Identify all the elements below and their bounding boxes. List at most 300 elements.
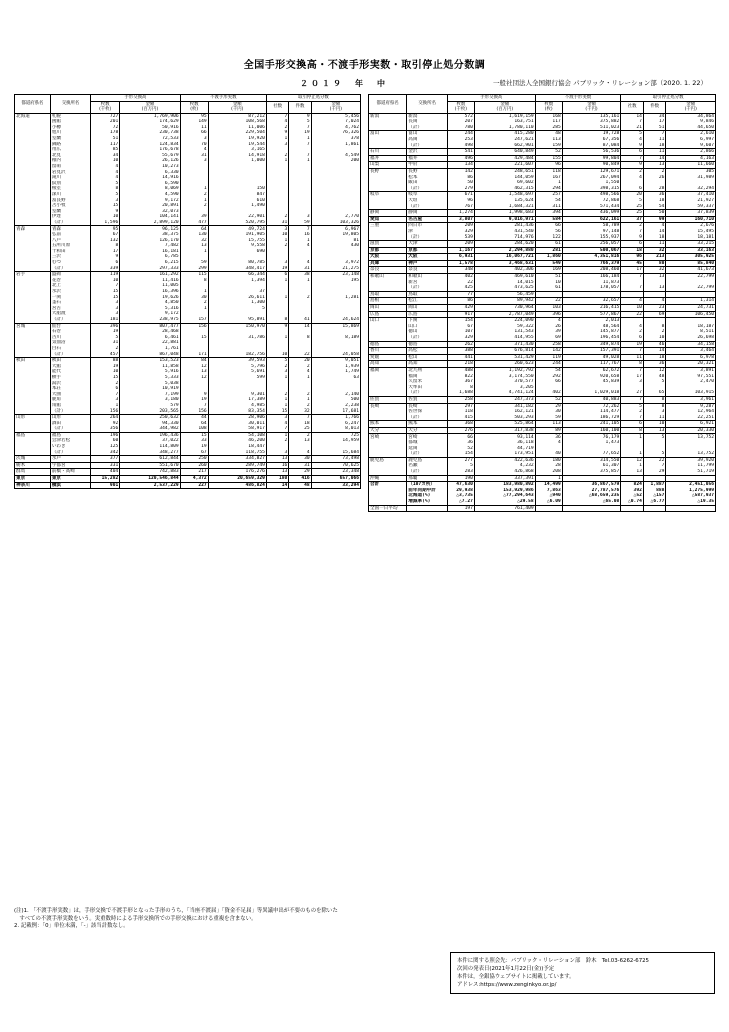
city-cell: 札幌 [50, 113, 90, 119]
value-cell: 88 [91, 358, 120, 364]
value-cell: 572 [447, 113, 474, 119]
value-cell: 171 [180, 352, 208, 358]
value-cell: 10 [91, 214, 120, 220]
city-cell: （計） [407, 390, 448, 396]
value-cell: 1 [266, 278, 288, 284]
value-cell: 3 [91, 397, 120, 403]
value-cell: 8 [289, 335, 311, 341]
value-cell: 520,795 [208, 220, 266, 226]
value-cell: 1 [180, 289, 208, 295]
value-cell: 5,038 [120, 381, 180, 387]
pref-cell: 鳥取 [369, 291, 407, 298]
value-cell: 258 [535, 341, 562, 348]
value-cell: 2,770 [311, 214, 360, 220]
clearing-header: 手形交換高 [447, 95, 535, 102]
value-cell: 1,548,697 [474, 192, 535, 198]
value-cell: 430 [311, 243, 360, 249]
value-cell: 173,951 [474, 451, 535, 457]
city-cell: 函館 [50, 119, 90, 125]
value-cell: 196,454 [562, 335, 621, 341]
value-cell: 469,610 [474, 274, 535, 280]
pref-cell: 宮崎 [369, 434, 407, 440]
value-cell: 106,450 [666, 311, 716, 318]
value-cell: 12 [180, 364, 208, 370]
city-cell: （計） [407, 125, 448, 131]
value-cell: 7 [621, 119, 644, 125]
value-cell: 54 [535, 367, 562, 373]
value-cell: 131,543 [474, 329, 535, 335]
value-cell: 297,333 [120, 266, 180, 272]
city-cell: 新宮 [407, 280, 448, 286]
table-row [369, 149, 716, 156]
value-cell: 22 [289, 352, 311, 358]
value-cell: 1,275,999 [666, 488, 716, 494]
value-cell: 16 [266, 462, 288, 469]
value-cell: 8 [180, 278, 208, 284]
value-cell: 690 [208, 249, 266, 255]
value-cell: 14,499 [535, 482, 562, 488]
table-row [369, 162, 716, 169]
value-cell: 38,375 [120, 232, 180, 238]
value-cell: 89,942 [474, 298, 535, 305]
value-cell: 13,752 [666, 451, 716, 457]
value-cell: 577,867 [562, 311, 621, 318]
value-cell: 59 [289, 220, 311, 226]
city-cell: 秋田 [50, 358, 90, 364]
value-cell: 10,919 [120, 386, 180, 392]
city-cell: 広島 [407, 311, 448, 318]
value-cell: 52 [535, 149, 562, 156]
value-cell: 349,874 [562, 341, 621, 348]
city-cell: 仙台 [50, 323, 90, 329]
value-cell: 4 [180, 147, 208, 153]
city-cell: （計） [407, 415, 448, 421]
pref-cell: 島根 [369, 298, 407, 305]
city-cell: 奈良 [407, 267, 448, 274]
city-cell: 水沢 [50, 289, 90, 295]
value-cell: 36 [535, 434, 562, 440]
pref-cell: 長崎 [369, 403, 407, 409]
value-cell: 85 [91, 147, 120, 153]
value-cell: 7 [91, 392, 120, 398]
value-cell: 1 [621, 434, 644, 440]
value-cell: 33,215 [666, 241, 716, 248]
value-cell [621, 505, 644, 512]
value-cell: 15,495 [666, 229, 716, 235]
value-cell: 124,834 [120, 142, 180, 148]
value-cell: 2,470 [666, 379, 716, 385]
city-cell: 八戸 [50, 238, 90, 244]
value-cell: 54 [643, 204, 666, 210]
value-cell: 23,348 [311, 469, 360, 476]
pref-cell: 岡山 [369, 305, 407, 312]
value-cell: 90,849 [562, 162, 621, 169]
pref-cell: 愛知 [369, 216, 407, 223]
value-cell: 49,028 [562, 354, 621, 361]
value-cell: 277 [447, 457, 474, 463]
value-cell: 402,306 [474, 267, 535, 274]
value-cell: △19.35 [666, 499, 716, 505]
value-cell: 258 [447, 396, 474, 403]
pref-cell: 鹿児島 [369, 457, 407, 463]
city-cell: いわき [50, 444, 90, 450]
value-cell: 31 [180, 153, 208, 159]
value-cell: 3 [266, 415, 288, 421]
value-cell: 888 [643, 488, 666, 494]
value-cell: 34,864 [666, 113, 716, 119]
value-cell: 3,165 [208, 147, 266, 153]
value-cell: 264 [91, 415, 120, 421]
value-cell: 766,379 [562, 260, 621, 267]
city-cell: （計） [50, 220, 90, 226]
value-cell: 197 [447, 505, 474, 512]
city-cell: 水戸 [50, 456, 90, 463]
value-cell: 6,921 [666, 421, 716, 428]
city-cell: 鹿児島 [407, 457, 448, 463]
value-cell: 87,212 [208, 113, 266, 119]
value-cell: 2 [266, 438, 288, 444]
value-cell: 29 [643, 469, 666, 475]
value-cell: 2 [289, 403, 311, 409]
value-cell: 3 [266, 226, 288, 232]
value-cell: 13 [180, 243, 208, 249]
value-cell: 39 [535, 329, 562, 335]
value-cell: 11 [643, 241, 666, 248]
value-cell: 1 [266, 238, 288, 244]
city-cell: （計） [50, 450, 90, 456]
table-row [15, 462, 361, 469]
city-cell: 根室 [50, 186, 90, 192]
contact-line: 本件に関する照会先：パブリック・リレーション部 鈴木 Tel.03-6262-6725 [457, 958, 649, 964]
value-cell: 38 [289, 272, 311, 278]
value-cell: 3,807 [447, 216, 474, 223]
city-cell: （計） [50, 426, 90, 432]
value-cell: 283 [447, 469, 474, 475]
value-cell: 60 [91, 438, 120, 444]
value-cell: 134 [447, 162, 474, 169]
left-table [14, 94, 361, 489]
table-row [369, 396, 716, 403]
city-cell: 北海道(%) [407, 493, 448, 499]
footnote-line: (注)1. 「不渡手形実数」は，手形交換で不渡手形となった手形のうち，「当座不渡届」「資金不足届」等異議申出が不要のものを除いた [14, 908, 338, 914]
city-cell: 熊本 [407, 421, 448, 428]
value-cell: 13 [643, 285, 666, 291]
value-cell: 207 [447, 119, 474, 125]
value-cell: 4 [91, 164, 120, 170]
value-cell: 8 [91, 186, 120, 192]
city-cell: 大分 [407, 427, 448, 434]
value-cell: 58,917 [208, 426, 266, 432]
value-cell: 305 [666, 168, 716, 174]
city-cell: 松山 [407, 354, 448, 361]
value-cell: 431,540 [474, 229, 535, 235]
pref-header: 都道府県名 [369, 95, 407, 114]
city-cell: （計） [407, 469, 448, 475]
year-label: ２０１９ 年 中 [300, 79, 388, 88]
value-cell: 1,688 [447, 390, 474, 396]
value-cell: 824 [621, 482, 644, 488]
city-cell: 久留米 [407, 379, 448, 385]
value-cell: 44,650 [666, 125, 716, 131]
value-cell: 45,839 [562, 379, 621, 385]
value-cell: 17 [643, 119, 666, 125]
value-cell: 780 [447, 125, 474, 131]
value-cell: △52 [621, 493, 644, 499]
susp-banks-header: 社数 [621, 101, 644, 113]
city-cell: （計） [407, 204, 448, 210]
value-cell: 1 [266, 335, 288, 341]
value-cell: 221,607 [474, 162, 535, 169]
value-cell: △65.08 [562, 499, 621, 505]
pref-cell: 佐賀 [369, 396, 407, 403]
value-cell: 1,167 [447, 247, 474, 254]
value-cell [535, 291, 562, 298]
table-row [369, 267, 716, 274]
value-cell: 56,536 [562, 149, 621, 156]
value-cell: 14 [643, 155, 666, 162]
value-cell: 176,678 [120, 147, 180, 153]
city-cell: 滝川 [50, 175, 90, 181]
value-cell: 26 [643, 175, 666, 181]
value-cell: 662,901 [474, 143, 535, 149]
value-cell: 257 [535, 192, 562, 198]
value-cell: 115 [180, 272, 208, 278]
value-cell: 61,307 [562, 463, 621, 469]
value-cell: 28 [535, 463, 562, 469]
amount-header: 金額 (百万円) [474, 101, 535, 113]
pref-cell: 群馬 [15, 469, 51, 476]
value-cell: 19 [180, 444, 208, 450]
city-cell: 岐阜 [407, 192, 448, 198]
value-cell: 19,544 [208, 142, 266, 148]
value-cell: 31 [289, 462, 311, 469]
value-cell: 2 [621, 329, 644, 335]
value-cell: 5,916 [120, 369, 180, 375]
value-cell: 13 [266, 469, 288, 476]
value-cell: 7 [621, 415, 644, 421]
value-cell: 17,389 [208, 397, 266, 403]
city-cell: 徳山 [407, 329, 448, 335]
value-cell: 31 [289, 266, 311, 272]
value-cell: 262 [447, 341, 474, 348]
city-cell: 福島 [50, 432, 90, 438]
value-cell: 22,901 [208, 214, 266, 220]
value-cell: 9 [180, 392, 208, 398]
value-cell: 55,679 [120, 153, 180, 159]
value-cell: 11,660 [666, 162, 716, 169]
value-cell: 314,550 [562, 457, 621, 463]
value-cell: 3,464 [666, 348, 716, 355]
value-cell: 5 [91, 181, 120, 187]
value-cell: 26,126 [120, 158, 180, 164]
value-cell: 2 [621, 409, 644, 415]
value-cell: 190 [447, 475, 474, 482]
value-cell: 767 [447, 204, 474, 210]
value-cell: 62,672 [562, 367, 621, 373]
value-cell: 539 [447, 234, 474, 240]
value-cell: 4 [266, 421, 288, 427]
value-cell: 1 [91, 403, 120, 409]
value-cell: △6.77 [643, 499, 666, 505]
value-cell: 511,023 [562, 125, 621, 131]
value-cell: 22 [621, 311, 644, 318]
value-cell: 85,840 [666, 260, 716, 267]
value-cell: △6.09 [535, 499, 562, 505]
table-row [369, 341, 716, 348]
value-cell: 256,057 [562, 241, 621, 248]
city-cell: 福井 [407, 155, 448, 162]
value-cell: 142 [535, 348, 562, 355]
value-cell: 10,273 [120, 164, 180, 170]
value-cell: 16,181 [120, 249, 180, 255]
value-cell: 7 [643, 131, 666, 137]
value-cell: 248,651 [474, 168, 535, 174]
value-cell: 2 [266, 392, 288, 398]
value-cell: 5 [643, 434, 666, 440]
value-cell: 247,373 [474, 396, 535, 403]
value-cell: 15,684 [311, 450, 360, 456]
city-cell: 延岡 [407, 446, 448, 452]
value-cell: △29.58 [474, 499, 535, 505]
value-cell: 292 [535, 374, 562, 380]
value-cell: 48,564 [562, 324, 621, 330]
value-cell: 6,247 [311, 421, 360, 427]
city-cell: （計） [50, 317, 90, 323]
value-cell: 200 [311, 158, 360, 164]
value-cell: 69 [535, 335, 562, 341]
value-cell: 61 [535, 285, 562, 291]
value-cell: 4,741,124 [474, 390, 535, 396]
susp-amount-header: 金額 (千円) [311, 101, 360, 113]
value-cell: 69 [643, 311, 666, 318]
city-cell: むつ [50, 260, 90, 266]
pref-cell: 青森 [15, 226, 51, 232]
value-cell: 14,015 [474, 280, 535, 286]
value-cell: 1,192,792 [474, 367, 535, 373]
clearing-header: 手形交換高 [91, 95, 181, 102]
value-cell: 1,314 [666, 298, 716, 305]
value-cell: 8,013 [311, 426, 360, 432]
value-cell: 329 [447, 229, 474, 235]
value-cell: 486,824 [208, 482, 266, 489]
city-cell: （計） [407, 143, 448, 149]
value-cell: 8 [621, 361, 644, 368]
value-cell: 657,066 [311, 476, 360, 483]
value-cell: 32 [643, 247, 666, 254]
value-cell: 5 [266, 358, 288, 364]
value-cell: 20,659,329 [208, 476, 266, 483]
value-cell: 441 [447, 354, 474, 361]
value-cell: 89 [535, 427, 562, 434]
value-cell: 117 [91, 142, 120, 148]
value-cell: 5 [208, 306, 266, 312]
value-cell: 10 [91, 158, 120, 164]
value-cell: 422,636 [474, 457, 535, 463]
value-cell: 392 [621, 488, 644, 494]
value-cell: 156 [180, 408, 208, 414]
value-cell: 6 [621, 421, 644, 428]
value-cell: 18 [643, 198, 666, 204]
value-cell: 3,174,550 [474, 374, 535, 380]
table-row [369, 421, 716, 428]
value-cell: 457 [91, 352, 120, 358]
value-cell: 1 [535, 180, 562, 186]
city-cell: 山口 [407, 324, 448, 330]
value-cell: 21,275 [311, 266, 360, 272]
value-cell: 99 [643, 216, 666, 223]
value-cell: 70,625 [311, 462, 360, 469]
city-cell: 深川 [50, 192, 90, 198]
value-cell: 920,658 [562, 374, 621, 380]
value-cell: 1,761 [120, 346, 180, 352]
city-cell: 富良野 [50, 198, 90, 204]
value-cell: 1,490 [208, 203, 266, 209]
city-cell: 宮古 [50, 306, 90, 312]
city-cell: 四日市 [407, 223, 448, 229]
value-cell: 113 [535, 421, 562, 428]
value-cell: 13 [643, 427, 666, 434]
value-cell: 370,577 [474, 379, 535, 385]
value-cell: 17 [621, 374, 644, 380]
value-cell: 1,769,906 [120, 113, 180, 119]
value-cell: 6 [91, 260, 120, 266]
value-cell: 16 [289, 232, 311, 238]
value-cell: 3 [643, 409, 666, 415]
value-cell [562, 291, 621, 298]
value-cell: 761,409 [474, 505, 535, 512]
value-cell: 5 [621, 131, 644, 137]
value-cell: 217 [180, 469, 208, 476]
value-cell: 3 [180, 158, 208, 164]
value-cell: 178,057 [562, 285, 621, 291]
city-cell: 下関 [407, 318, 448, 324]
value-cell: 12 [180, 375, 208, 381]
city-cell: 紋別 [50, 181, 90, 187]
value-cell: 77 [447, 291, 474, 298]
value-cell: 398,315 [562, 186, 621, 192]
value-cell: 279 [447, 186, 474, 192]
value-cell: 129,671 [562, 168, 621, 174]
value-cell: 6,590 [120, 181, 180, 187]
value-cell: 241,105 [562, 421, 621, 428]
value-cell: 19 [91, 364, 120, 370]
pref-cell: 長野 [369, 168, 407, 174]
value-cell: 10 [643, 335, 666, 341]
value-cell: 132 [91, 238, 120, 244]
city-cell: 名古屋 [407, 216, 448, 223]
value-cell: 70 [180, 142, 208, 148]
value-cell: 155 [535, 155, 562, 162]
city-header: 交換所名 [407, 95, 448, 114]
value-cell: 10 [91, 369, 120, 375]
value-cell: 388 [447, 348, 474, 355]
pref-cell: 全国一日平均 [369, 505, 407, 512]
value-cell: 8 [266, 317, 288, 323]
value-cell: 14,916 [120, 175, 180, 181]
count-header: 枚数 (千枚) [91, 101, 120, 113]
table-row [369, 354, 716, 361]
value-cell: 1,766 [311, 415, 360, 421]
table-row [369, 216, 716, 223]
value-cell: 95,891 [208, 317, 266, 323]
value-cell: 46,200 [208, 438, 266, 444]
value-cell: 163,751 [474, 119, 535, 125]
value-cell: 396 [91, 323, 120, 329]
value-cell: 1 [289, 278, 311, 284]
city-cell: 前橋・高崎 [50, 469, 90, 476]
value-cell: 166,184 [562, 274, 621, 280]
value-cell: 11,006 [208, 125, 266, 131]
